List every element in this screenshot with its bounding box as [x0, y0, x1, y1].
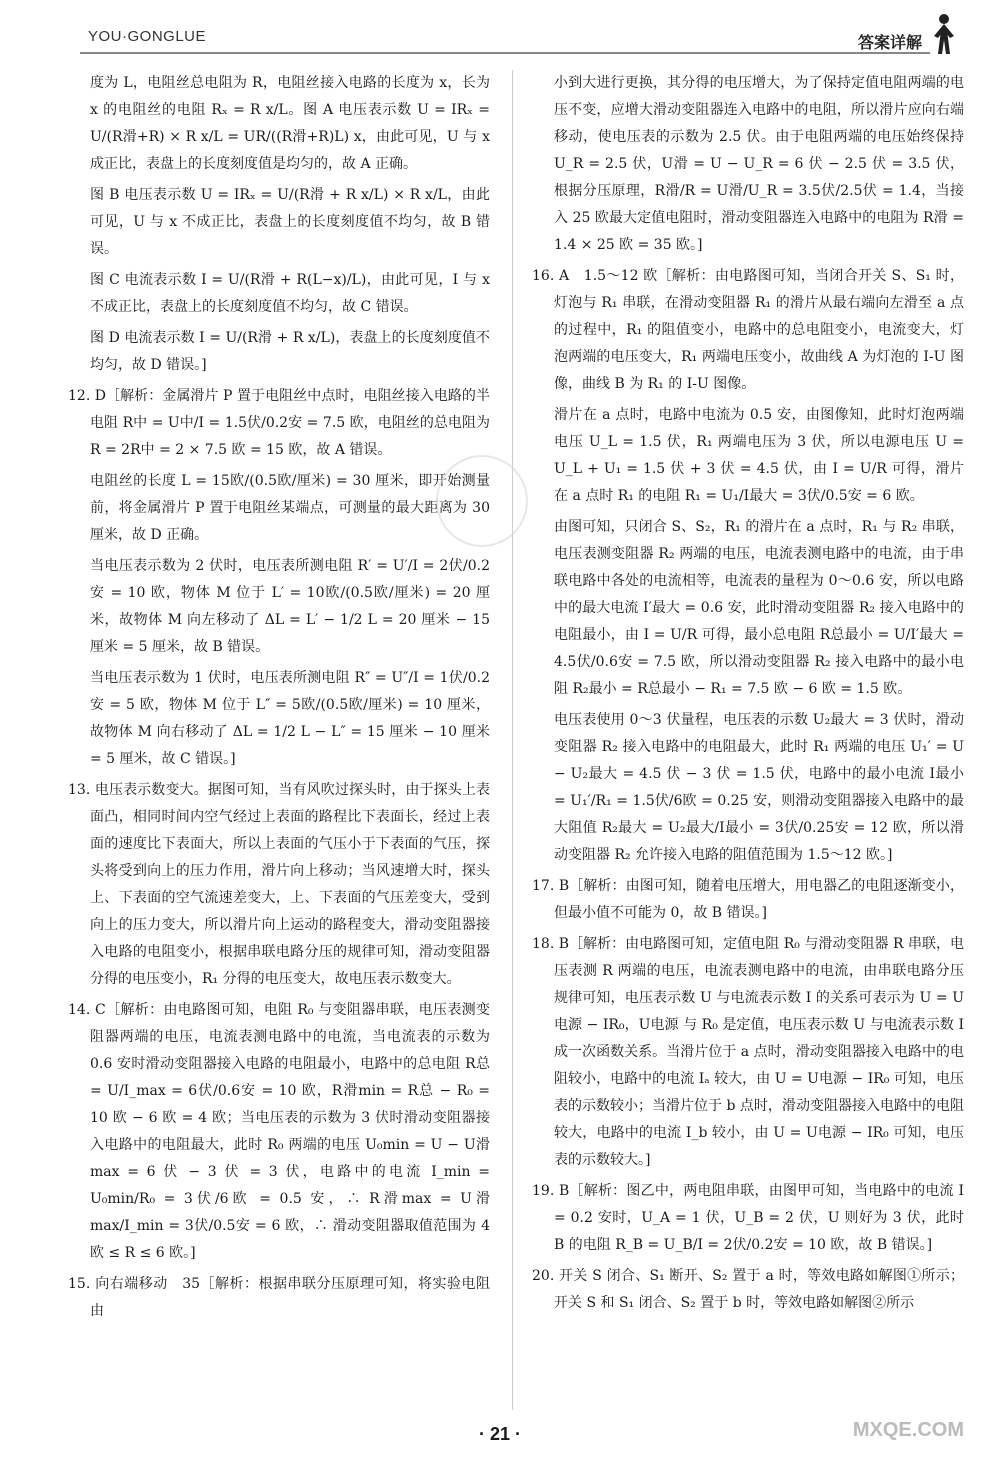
- page-number: · 21 ·: [478, 1424, 521, 1444]
- paragraph: 图 B 电压表示数 U = IRₓ = U/(R滑 + R x/L) × R x/L，由此可见，U 与 x 不成正比，表盘上的长度刻度值不均匀，故 B 错误。: [90, 187, 490, 257]
- paragraph: 图 C 电流表示数 I = U/(R滑 + R(L−x)/L)，由此可见，I 与 x 不成正比，表盘上的长度刻度值不均匀，故 C 错误。: [90, 272, 490, 315]
- right-column: [532, 70, 964, 1317]
- paragraph: 16. A 1.5～12 欧［解析：由电路图可知，当闭合开关 S、S₁ 时，灯泡与 R₁ 串联，在滑动变阻器 R₁ 的滑片从最右端向左滑至 a 点的过程中，R₁ 的阻值变小，电路中的总电阻变小，电流变大，灯泡两端的电压变大，R₁ 两端电压变小，故曲线 A 为灯泡的 I-U 图像，曲线 B 为 R₁ 的 I-U 图像。: [532, 268, 964, 392]
- left-column: [68, 70, 490, 1325]
- paragraph: 18. B［解析：由电路图可知，定值电阻 R₀ 与滑动变阻器 R 串联，电压表测 R 两端的电压，电流表测电路中的电流，由串联电路分压规律可知，电压表示数 U 与电流表示数 I 的关系可表示为 U = U电源 − IR₀，U电源 与 R₀ 是定值，电压表示数 U 与电流表示数 I 成一次函数关系。当滑片位于 a 点时，滑动变阻器接入电路中的电阻较小，电路中的电流 Iₐ 较大，由 U = U电源 − IR₀ 可知，电压表的示数较小；当滑片位于 b 点时，滑动变阻器接入电路中的电阻较大，电路中的电流 I_b 较小，由 U = U电源 − IR₀ 可知，电压表的示数较大。]: [532, 936, 964, 1168]
- brand-text: YOU·GONGLUE: [88, 28, 207, 45]
- header-title: 答案详解: [857, 33, 922, 52]
- paragraph: 14. C［解析：由电路图可知，电阻 R₀ 与变阻器串联，电压表测变阻器两端的电压，电流表测电路中的电流，当电流表的示数为 0.6 安时滑动变阻器接入电路的电阻最小，电路中的总电阻 R总 = U/I_max = 6伏/0.6安 = 10 欧，R滑min = R总 − R₀ = 10 欧 − 6 欧 = 4 欧；当电压表的示数为 3 伏时滑动变阻器接入电路中的电阻最大，此时 R₀ 两端的电压 U₀min = U − U滑max = 6 伏 − 3 伏 = 3 伏，电路中的电流 I_min = U₀min/R₀ = 3伏/6欧 = 0.5 安，∴ R滑max = U滑max/I_min = 3伏/0.5安 = 6 欧，∴ 滑动变阻器取值范围为 4 欧 ≤ R ≤ 6 欧。]: [68, 1002, 490, 1261]
- paragraph: 20. 开关 S 闭合、S₁ 断开、S₂ 置于 a 时，等效电路如解图①所示；开关 S 和 S₁ 闭合、S₂ 置于 b 时，等效电路如解图②所示: [532, 1268, 964, 1311]
- stamp-watermark: [436, 455, 528, 547]
- paragraph: 电阻丝的长度 L = 15欧/(0.5欧/厘米) = 30 厘米，即开始测量前，将金属滑片 P 置于电阻丝某端点，可测量的最大距离为 30 厘米，故 D 正确。: [90, 473, 490, 543]
- paragraph: 当电压表示数为 1 伏时，电压表所测电阻 R″ = U″/I = 1伏/0.2安 = 5 欧，物体 M 位于 L″ = 5欧/(0.5欧/厘米) = 10 厘米，故物体 M 向右移动了 ΔL = 1/2 L − L″ = 15 厘米 − 10 厘米 = 5 厘米，故 C 错误。]: [90, 670, 490, 767]
- paragraph: 19. B［解析：图乙中，两电阻串联，由图甲可知，当电路中的电流 I = 0.2 安时，U_A = 1 伏，U_B = 2 伏，U 则好为 3 伏，此时 B 的电阻 R_B = U_B/I = 2伏/0.2安 = 10 欧，故 B 错误。]: [532, 1183, 964, 1253]
- paragraph: 图 D 电流表示数 I = U/(R滑 + R x/L)，表盘上的长度刻度值不均匀，故 D 错误。]: [90, 330, 490, 373]
- paragraph: 滑片在 a 点时，电路中电流为 0.5 安，由图像知，此时灯泡两端电压 U_L = 1.5 伏，R₁ 两端电压为 3 伏，所以电源电压 U = U_L + U₁ = 1.5 伏 + 3 伏 = 4.5 伏，由 I = U/R 可得，滑片在 a 点时 R₁ 的电阻 R₁ = U₁/I最大 = 3伏/0.5安 = 6 欧。: [554, 407, 964, 504]
- paragraph: 13. 电压表示数变大。据图可知，当有风吹过探头时，由于探头上表面凸，相同时间内空气经过上表面的路程比下表面长，经过上表面的速度比下表面大，所以上表面的气压小于下表面的气压，探头将受到向上的压力作用，滑片向上移动；当风速增大时，探头上、下表面的空气流速差变大，上、下表面的气压差变大，受到向上的压力变大，所以滑片向上运动的路程变大，滑动变阻器接入电路的电阻变小，根据串联电路分压的规律可知，滑动变阻器分得的电压变小，R₁ 分得的电压变大，故电压表示数变大。: [68, 782, 490, 987]
- paragraph: 电压表使用 0～3 伏量程，电压表的示数 U₂最大 = 3 伏时，滑动变阻器 R₂ 接入电路中的电阻最大，此时 R₁ 两端的电压 U₁′ = U − U₂最大 = 4.5 伏 − 3 伏 = 1.5 伏，电路中的最小电流 I最小 = U₁′/R₁ = 1.5伏/6欧 = 0.25 安，则滑动变阻器接入电路中的最大阻值 R₂最大 = U₂最大/I最小 = 3伏/0.25安 = 12 欧，所以滑动变阻器 R₂ 允许接入电路的阻值范围为 1.5～12 欧。]: [554, 712, 964, 863]
- header-rule: [80, 52, 930, 54]
- paragraph: 17. B［解析：由图可知，随着电压增大，用电器乙的电阻逐渐变小，但最小值不可能为 0，故 B 错误。]: [532, 878, 964, 921]
- paragraph: 度为 L，电阻丝总电阻为 R，电阻丝接入电路的长度为 x，长为 x 的电阻丝的电阻 Rₓ = R x/L。图 A 电压表示数 U = IRₓ = U/(R滑+R) × R x/L = UR/((R滑+R)L) x，由此可见，U 与 x 成正比，表盘上的长度刻度值是均匀的，故 A 正确。: [90, 75, 490, 172]
- page-header: [0, 0, 1000, 62]
- column-divider: [512, 70, 513, 1410]
- paragraph: 由图可知，只闭合 S、S₂，R₁ 的滑片在 a 点时，R₁ 与 R₂ 串联，电压表测变阻器 R₂ 两端的电压，电流表测电路中的电流，由于串联电路中各处的电流相等，电流表的量程为 0～0.6 安，所以电路中的最大电流 I′最大 = 0.6 安，此时滑动变阻器 R₂ 接入电路中的电阻最小，由 I = U/R 可得，最小总电阻 R总最小 = U/I′最大 = 4.5伏/0.6安 = 7.5 欧，所以滑动变阻器 R₂ 接入电路中的最小电阻 R₂最小 = R总最小 − R₁ = 7.5 欧 − 6 欧 = 1.5 欧。: [554, 519, 964, 697]
- runner-logo-icon: [928, 12, 960, 58]
- paragraph: 小到大进行更换，其分得的电压增大，为了保持定值电阻两端的电压不变，应增大滑动变阻器连入电路中的电阻，所以滑片应向右端移动，使电压表的示数为 2.5 伏。由于电阻两端的电压始终保持 U_R = 2.5 伏，U滑 = U − U_R = 6 伏 − 2.5 伏 = 3.5 伏，根据分压原理，R滑/R = U滑/U_R = 3.5伏/2.5伏 = 1.4，当接入 25 欧最大定值电阻时，滑动变阻器连入电路中的电阻为 R滑 = 1.4 × 25 欧 = 35 欧。]: [554, 75, 964, 253]
- paragraph: 15. 向右端移动 35［解析：根据串联分压原理可知，将实验电阻由: [68, 1276, 490, 1319]
- site-watermark: MXQE.COM: [852, 1419, 964, 1441]
- paragraph: 当电压表示数为 2 伏时，电压表所测电阻 R′ = U′/I = 2伏/0.2安 = 10 欧，物体 M 位于 L′ = 10欧/(0.5欧/厘米) = 20 厘米，故物体 M 向左移动了 ΔL = L′ − 1/2 L = 20 厘米 − 15 厘米 = 5 厘米，故 B 错误。: [90, 558, 490, 655]
- paragraph: 12. D［解析：金属滑片 P 置于电阻丝中点时，电阻丝接入电路的半电阻 R中 = U中/I = 1.5伏/0.2安 = 7.5 欧，电阻丝的总电阻为 R = 2R中 = 2 × 7.5 欧 = 15 欧，故 A 错误。: [68, 388, 490, 458]
